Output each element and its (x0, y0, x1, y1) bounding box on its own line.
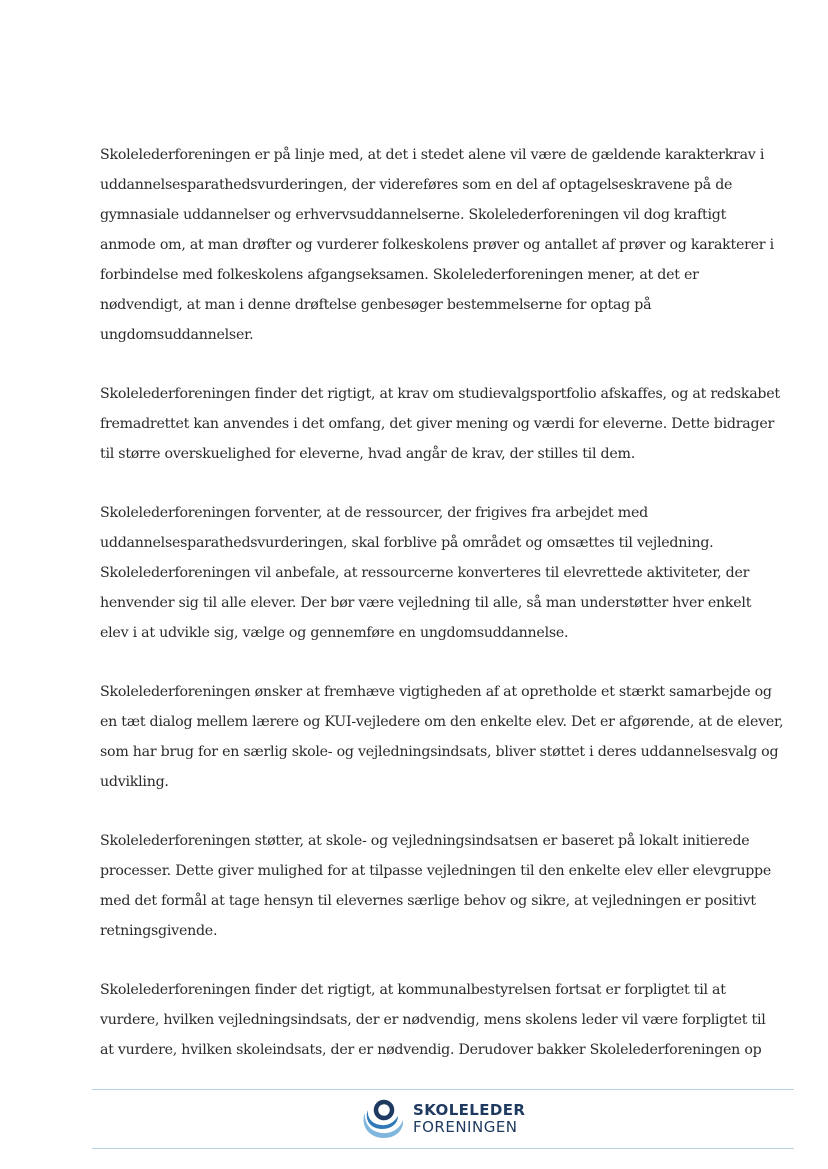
paragraph-5: Skolelederforeningen støtter, at skole- og vejledningsindsatsen er baseret på lokalt initierede processer. Dette giver mulighed for at tilpasse vejledningen til den enkelte elev eller elevgruppe med det formål at tage hensyn til elevernes særlige behov og sikre, at vejledningen er positivt retningsgivende. (100, 833, 772, 939)
document-body (100, 140, 790, 1094)
paragraph-1: Skolelederforeningen er på linje med, at det i stedet alene vil være de gældende karakterkrav i uddannelsesparathedsvurderingen, der videreføres som en del af optagelseskravene på de gymnasiale uddannelser og erhvervsuddannelserne. Skolelederforeningen vil dog kraftigt anmode om, at man drøfter og vurderer folkeskolens prøver og antallet af prøver og karakterer i forbindelse med folkeskolens afgangseksamen. Skolelederforeningen mener, at det er nødvendigt, at man i denne drøftelse genbesøger bestemmelserne for optag på ungdomsuddannelser. (100, 147, 774, 343)
logo-line-2: FORENINGEN (413, 1118, 518, 1136)
paragraph-6: Skolelederforeningen finder det rigtigt, at kommunalbestyrelsen fortsat er forpligtet til at vurdere, hvilken vejledningsindsats, der er nødvendig, mens skolens leder vil være forpligtet til at vurdere, hvilken skoleindsats, der er nødvendig. Derudover bakker Skolelederforeningen op (100, 982, 766, 1058)
footer-logo (356, 1094, 525, 1144)
footer-top-rule (92, 1089, 794, 1090)
paragraph-2: Skolelederforeningen finder det rigtigt, at krav om studievalgsportfolio afskaffes, og at redskabet fremadrettet kan anvendes i det omfang, det giver mening og værdi for eleverne. Dette bidrager til større overskuelighed for eleverne, hvad angår de krav, der stilles til dem. (100, 386, 780, 462)
paragraph-3: Skolelederforeningen forventer, at de ressourcer, der frigives fra arbejdet med uddannelsesparathedsvurderingen, skal forblive på området og omsættes til vejledning. Skolelederforeningen vil anbefale, at ressourcerne konverteres til elevrettede aktiviteter, der henvender sig til alle elever. Der bør være vejledning til alle, så man understøtter hver enkelt elev i at udvikle sig, vælge og gennemføre en ungdomsuddannelse. (100, 505, 752, 641)
paragraph-4: Skolelederforeningen ønsker at fremhæve vigtigheden af at opretholde et stærkt samarbejde og en tæt dialog mellem lærere og KUI-vejledere om den enkelte elev. Det er afgørende, at de elever, som har brug for en særlig skole- og vejledningsindsats, bliver støttet i deres uddannelsesvalg og udvikling. (100, 684, 784, 790)
logo-wordmark (413, 1102, 525, 1136)
footer-bottom-rule (92, 1148, 794, 1149)
skolelederforeningen-logo-icon (356, 1096, 406, 1142)
logo-line-1: SKOLELEDER (413, 1101, 526, 1119)
